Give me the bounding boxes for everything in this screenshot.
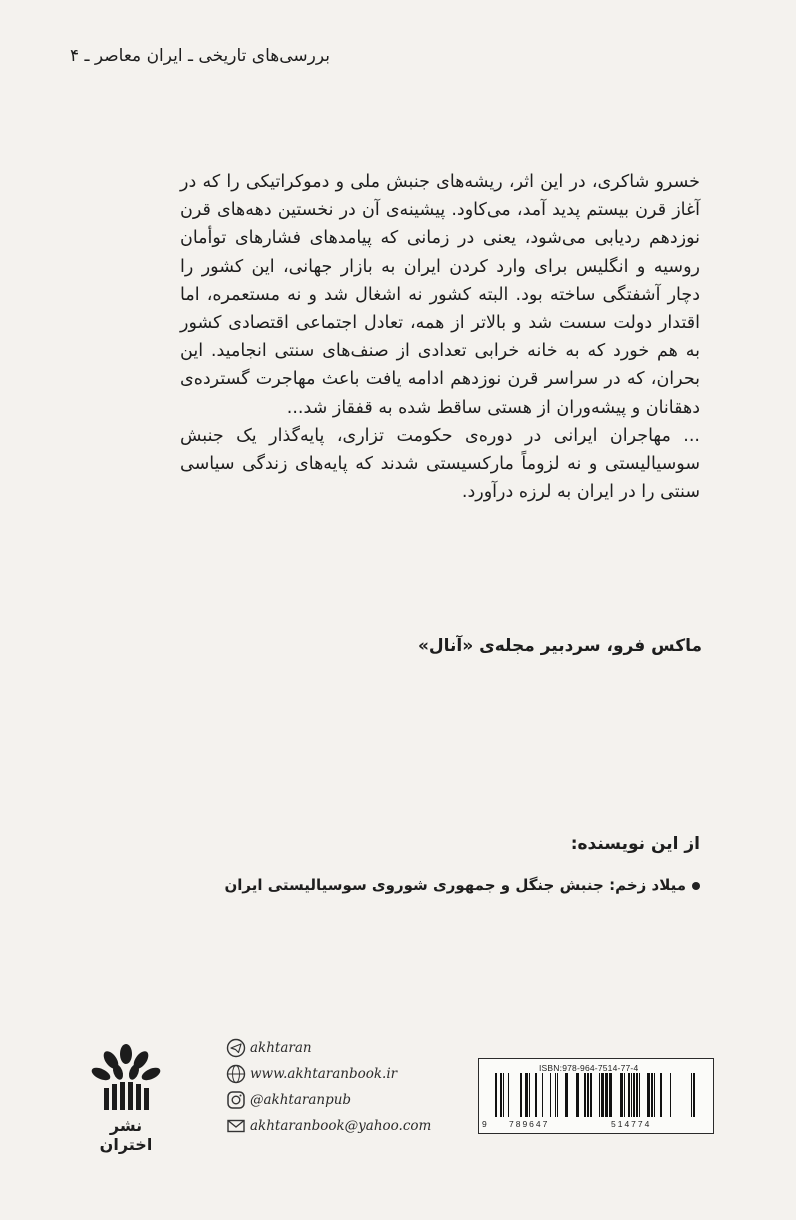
quote-attribution: ماکس فرو، سردبیر مجله‌ی «آنال» — [417, 636, 702, 656]
contact-text: @akhtaranpub — [250, 1092, 352, 1108]
instagram-icon — [226, 1090, 246, 1110]
publisher-logo — [86, 1040, 166, 1154]
barcode-left-digits: 789647 — [509, 1119, 550, 1129]
book-title: میلاد زخم: جنبش جنگل و جمهوری شوروی سوسیالیستی ایران — [224, 876, 686, 894]
blurb-paragraph-2: ... مهاجران ایرانی در دوره‌ی حکومت تزاری، پایه‌گذار یک جنبش سوسیالیستی و نه لزوماً مارکسیستی شدند که پایه‌های زندگی سیاسی سنتی را در ایران به لرزه درآورد. — [180, 425, 700, 503]
telegram-icon — [226, 1038, 246, 1058]
contact-text: www.akhtaranbook.ir — [250, 1066, 398, 1082]
other-works-list — [180, 876, 700, 894]
back-cover-blurb — [180, 168, 700, 506]
contact-text: akhtaran — [250, 1040, 312, 1056]
barcode-bars — [489, 1073, 703, 1119]
contact-email[interactable] — [226, 1114, 466, 1138]
publisher-name: نشر اختران — [99, 1116, 153, 1154]
contact-website[interactable] — [226, 1062, 466, 1086]
contact-text: akhtaranbook@yahoo.com — [250, 1118, 432, 1134]
email-icon — [226, 1116, 246, 1136]
isbn-barcode — [478, 1058, 714, 1134]
publisher-contacts — [226, 1036, 466, 1140]
series-title: بررسی‌های تاریخی ـ ایران معاصر ـ ۴ — [69, 46, 330, 66]
other-works-heading: از این نویسنده: — [570, 834, 700, 854]
isbn-number: ISBN:978-964-7514-77-4 — [539, 1063, 639, 1073]
contact-instagram[interactable] — [226, 1088, 466, 1112]
contact-telegram[interactable] — [226, 1036, 466, 1060]
barcode-lead-digit: 9 — [482, 1119, 487, 1129]
web-icon — [226, 1064, 246, 1084]
list-item — [180, 876, 700, 894]
blurb-paragraph-1: خسرو شاکری، در این اثر، ریشه‌های جنبش ملی و دموکراتیکی را که در آغاز قرن بیستم پدید آمد، می‌کاود. پیشینه‌ی آن در نخستین دهه‌های قرن نوزدهم ردیابی می‌شود، یعنی در زمانی که پیامدهای فشارهای توأمان روسیه و انگلیس برای وارد کردن ایران به بازار جهانی، این کشور را دچار آشفتگی ساخته بود. البته کشور نه اشغال شد و نه مستعمره، اما اقتدار دولت سست شد و بالاتر از همه، تعادل اجتماعی اقتصادی کشور به هم خورد که به خانه خرابی تعدادی از صنف‌های سنتی انجامید. این بحران، که در سراسر قرن نوزدهم ادامه یافت باعث مهاجرت گسترده‌ی دهقانان و پیشه‌وران از هستی ساقط شده به قفقاز شد... — [180, 172, 700, 418]
barcode-right-digits: 514774 — [611, 1119, 652, 1129]
bullet-icon — [692, 882, 700, 890]
publisher-logo-icon — [86, 1040, 166, 1114]
